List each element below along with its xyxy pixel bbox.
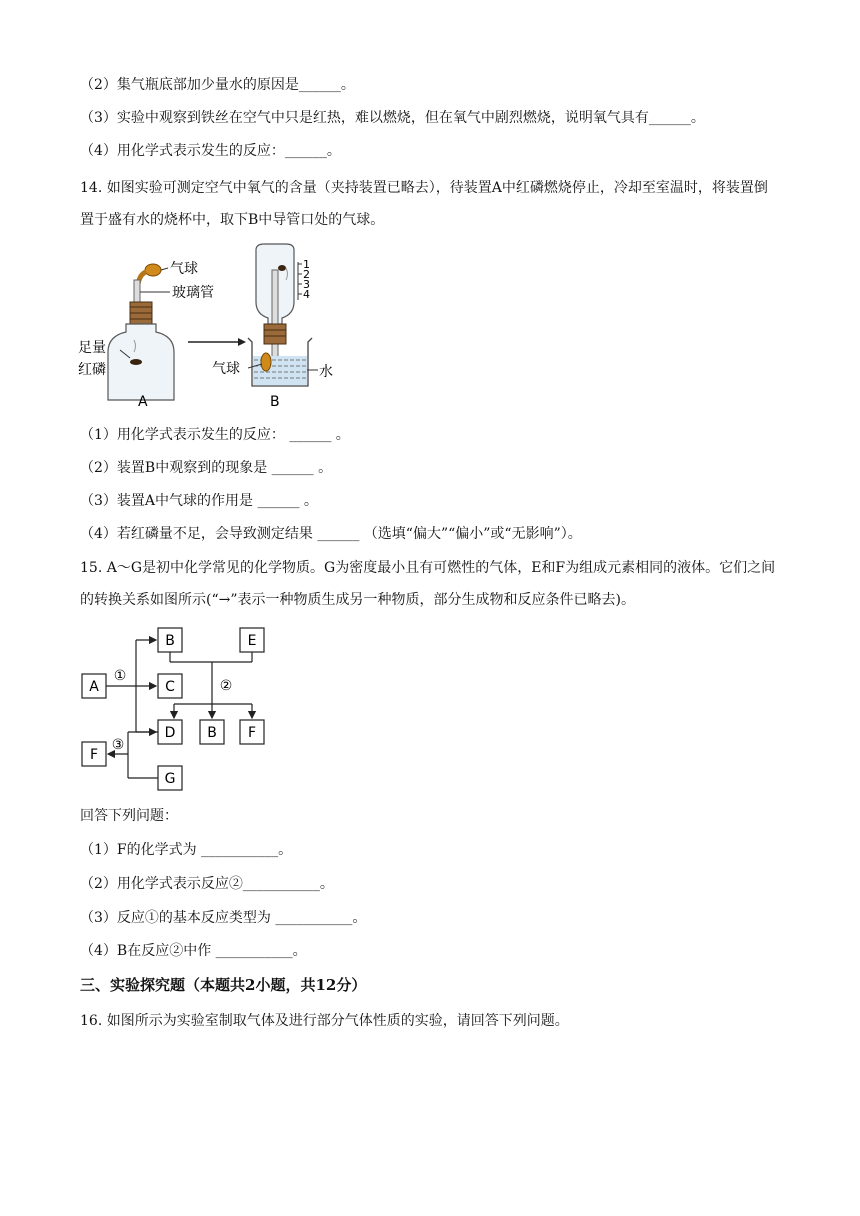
- label-balloon-b: 气球: [212, 361, 240, 377]
- label-water: 水: [319, 364, 333, 380]
- q15-part1: （1）F的化学式为 ___________。: [80, 842, 293, 858]
- q14-part3: （3）装置A中气球的作用是 ______ 。: [80, 493, 318, 509]
- q13-part4: （4）用化学式表示发生的反应：______。: [80, 143, 341, 159]
- label-f: F: [89, 747, 99, 763]
- q15-conversion-diagram: [78, 626, 278, 792]
- scale-1: 1: [303, 258, 310, 271]
- q14-stem: 14. 如图实验可测定空气中氧气的含量（夹持装置已略去），待装置A中红磷燃烧停止，冷却至室温时，将装置倒置于盛有水的烧杯中，取下B中导管口处的气球。: [80, 180, 768, 228]
- label-d: D: [164, 725, 176, 741]
- label-f2: F: [247, 725, 257, 741]
- reaction-3-marker: ③: [111, 737, 125, 753]
- q15-part2: （2）用化学式表示反应②___________。: [80, 876, 334, 892]
- label-b2: B: [207, 725, 217, 741]
- section3-heading: 三、实验探究题（本题共2小题，共12分）: [80, 976, 367, 994]
- reaction-2-marker: ②: [219, 678, 233, 694]
- q15-intro: 回答下列问题：: [80, 808, 178, 824]
- reaction-1-marker: ①: [113, 668, 127, 684]
- q15-stem: 15. A～G是初中化学常见的化学物质。G为密度最小且有可燃性的气体，E和F为组成元素相同的液体。它们之间的转换关系如图所示(“→”表示一种物质生成另一种物质，部分生成物和反应条件已略去)。: [80, 560, 776, 608]
- label-b: B: [270, 394, 280, 410]
- q14-apparatus-figure: [78, 240, 348, 412]
- label-g: G: [164, 771, 176, 787]
- label-c: C: [165, 679, 175, 695]
- q13-part3: （3）实验中观察到铁丝在空气中只是红热，难以燃烧，但在氧气中剧烈燃烧，说明氧气具有______。: [80, 110, 705, 126]
- scale-2: 2: [303, 268, 310, 281]
- label-a: A: [138, 394, 148, 410]
- q14-part1: （1）用化学式表示发生的反应： ______ 。: [80, 427, 350, 443]
- q14-part4: （4）若红磷量不足，会导致测定结果 ______ （选填“偏大”“偏小”或“无影响”）。: [80, 526, 582, 542]
- q15-part4: （4）B在反应②中作 ___________。: [80, 943, 307, 959]
- apparatus-a: [78, 261, 214, 410]
- label-a: A: [89, 679, 99, 695]
- scale-3: 3: [303, 278, 310, 291]
- label-b: B: [165, 633, 175, 649]
- q15-part3: （3）反应①的基本反应类型为 ___________。: [80, 910, 367, 926]
- label-phosphorus-1: 足量: [78, 340, 106, 356]
- apparatus-b: [212, 244, 333, 410]
- label-glass-tube: 玻璃管: [172, 285, 214, 301]
- label-balloon: 气球: [170, 261, 198, 277]
- q14-part2: （2）装置B中观察到的现象是 ______ 。: [80, 460, 333, 476]
- q13-part2: （2）集气瓶底部加少量水的原因是______。: [80, 77, 355, 93]
- label-phosphorus-2: 红磷: [78, 362, 106, 378]
- q16-stem: 16. 如图所示为实验室制取气体及进行部分气体性质的实验，请回答下列问题。: [80, 1013, 569, 1029]
- label-e: E: [247, 633, 257, 649]
- scale-4: 4: [303, 288, 310, 301]
